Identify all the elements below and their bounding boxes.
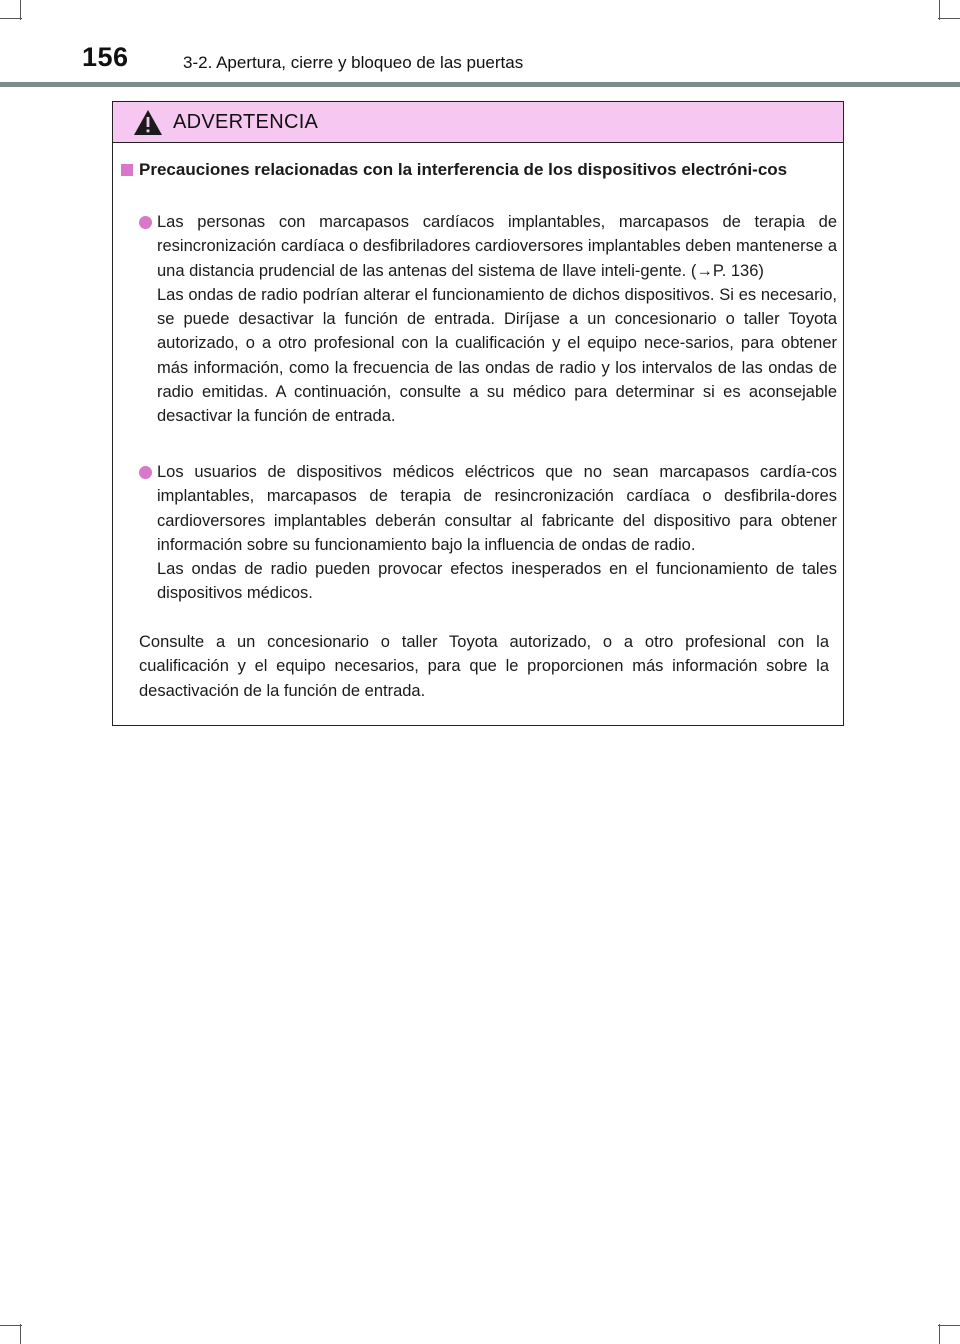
crop-mark (0, 18, 22, 19)
paragraph: Las personas con marcapasos cardíacos implantables, marcapasos de terapia de resincronización cardíaca o desfibriladores cardioversores implantables deben mantenerse a una distancia prudencial de las antenas del sistema de llave inteli-gente. (→P. 136) (157, 213, 837, 280)
circle-bullet-icon (139, 466, 152, 479)
warning-header (113, 102, 843, 143)
paragraph: Los usuarios de dispositivos médicos eléctricos que no sean marcapasos cardía-cos implantables, marcapasos de terapia de resincronización cardíaca o desfibrila-dores cardioversores implantables deberán consultar al fabricante del dispositivo para obtener información sobre su funcionamiento bajo la influencia de ondas de radio. (157, 463, 837, 554)
crop-mark (939, 0, 940, 20)
paragraph: Las ondas de radio pueden provocar efectos inesperados en el funcionamiento de tales dispositivos médicos. (157, 560, 837, 603)
warning-triangle-icon (133, 109, 163, 136)
circle-bullet-icon (139, 216, 152, 229)
section-title: 3-2. Apertura, cierre y bloqueo de las puertas (183, 53, 524, 72)
square-bullet-icon (121, 164, 133, 176)
list-item (157, 460, 837, 606)
warning-title: ADVERTENCIA (173, 111, 319, 133)
crop-mark (938, 1325, 960, 1326)
paragraph: Las ondas de radio podrían alterar el funcionamiento de dichos dispositivos. Si es necesario, se puede desactivar la función de entrada. Diríjase a un concesionario o taller Toyota autorizado, o a otro profesional con la cualificación y el equipo nece-sarios, para obtener más información, como la frecuencia de las ondas de radio y los intervalos de las ondas de radio emitidas. A continuación, consulte a su médico para determinar si es aconsejable desactivar la función de entrada. (157, 285, 837, 426)
warning-box (112, 101, 844, 726)
crop-mark (0, 1325, 22, 1326)
crop-mark (939, 1324, 940, 1344)
crop-mark (20, 1324, 21, 1344)
header-rule (0, 82, 960, 87)
section-heading: Precauciones relacionadas con la interferencia de los dispositivos electróni-cos (139, 160, 788, 179)
list-item (157, 210, 837, 429)
page-number: 156 (82, 42, 129, 72)
closing-paragraph: Consulte a un concesionario o taller Toyota autorizado, o a otro profesional con la cualificación y el equipo necesarios, para que le proporcionen más información sobre la desactivación de la función de entrada. (139, 633, 829, 700)
crop-mark (938, 18, 960, 19)
crop-mark (20, 0, 21, 20)
